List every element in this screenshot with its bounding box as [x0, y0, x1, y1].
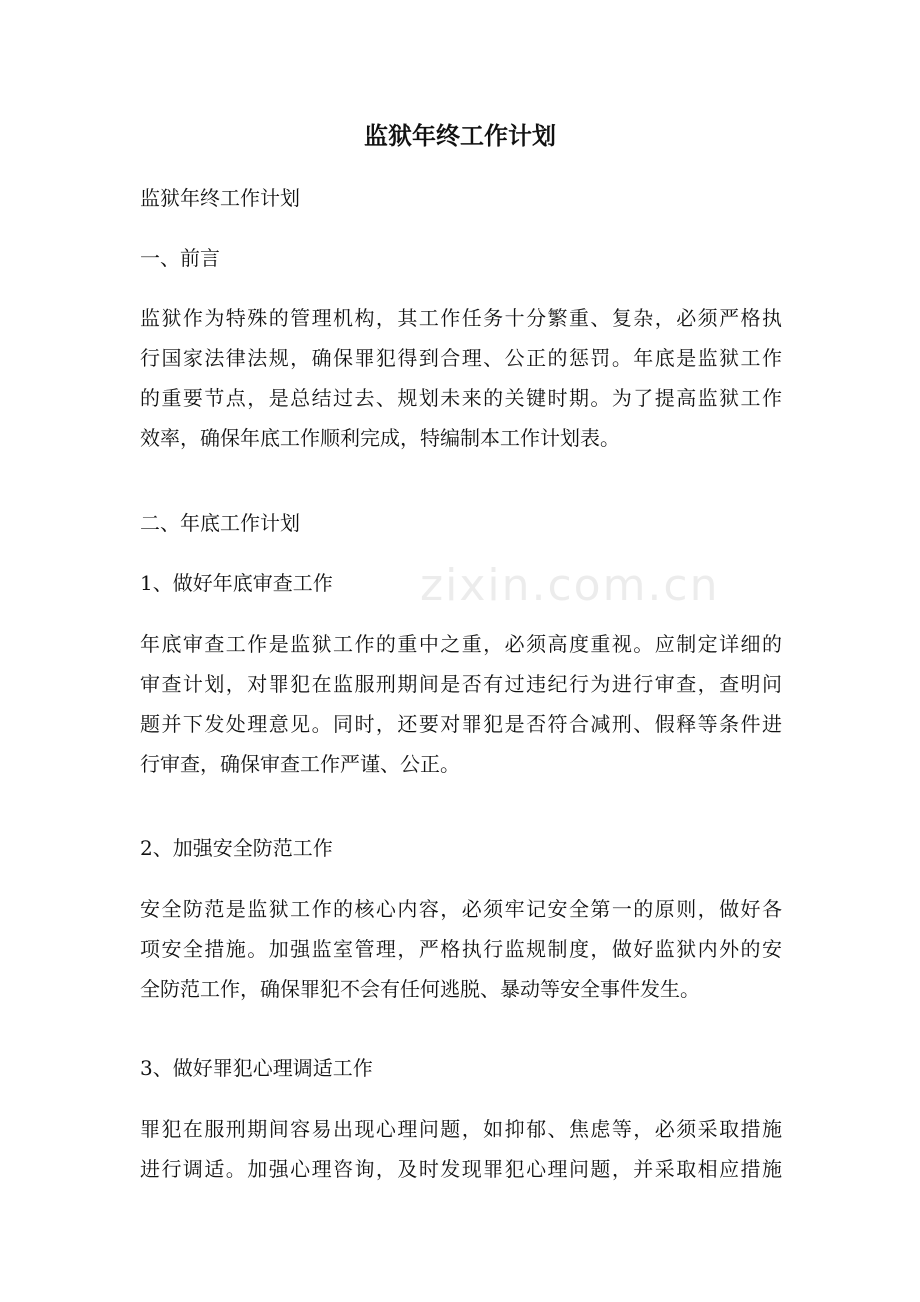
- paragraph-preface: [140, 298, 782, 458]
- paragraph-line: 全防范工作，确保罪犯不会有任何逃脱、暴动等安全事件发生。: [140, 977, 700, 1001]
- item-heading-psychology: 3、做好罪犯心理调适工作: [140, 1056, 373, 1080]
- paragraph-security: [140, 889, 782, 1009]
- paragraph-line: 题并下发处理意见。同时，还要对罪犯是否符合减刑、假释等条件进: [140, 712, 782, 736]
- section-heading-preface: 一、前言: [140, 246, 220, 270]
- paragraph-line: 进行调适。加强心理咨询，及时发现罪犯心理问题，并采取相应措施: [140, 1157, 782, 1181]
- item-heading-review: 1、做好年底审查工作: [140, 571, 333, 595]
- watermark: zixin.com.cn: [420, 560, 720, 611]
- paragraph-line: 监狱作为特殊的管理机构，其工作任务十分繁重、复杂，必须严格执: [140, 306, 782, 330]
- paragraph-review: [140, 624, 782, 784]
- section-heading-plan: 二、年底工作计划: [140, 511, 300, 535]
- paragraph-line: 行审查，确保审查工作严谨、公正。: [140, 752, 460, 776]
- paragraph-line: 罪犯在服刑期间容易出现心理问题，如抑郁、焦虑等，必须采取措施: [140, 1117, 782, 1141]
- paragraph-line: 的重要节点，是总结过去、规划未来的关键时期。为了提高监狱工作: [140, 386, 782, 410]
- paragraph-line: 项安全措施。加强监室管理，严格执行监规制度，做好监狱内外的安: [140, 937, 782, 961]
- paragraph-psychology: [140, 1109, 782, 1189]
- document-title: 监狱年终工作计划: [364, 121, 556, 150]
- paragraph-line: 审查计划，对罪犯在监服刑期间是否有过违纪行为进行审查，查明问: [140, 672, 782, 696]
- paragraph-line: 行国家法律法规，确保罪犯得到合理、公正的惩罚。年底是监狱工作: [140, 346, 782, 370]
- item-heading-security: 2、加强安全防范工作: [140, 836, 333, 860]
- paragraph-line: 安全防范是监狱工作的核心内容，必须牢记安全第一的原则，做好各: [140, 897, 782, 921]
- paragraph-line: 年底审查工作是监狱工作的重中之重，必须高度重视。应制定详细的: [140, 632, 782, 656]
- paragraph-line: 效率，确保年底工作顺利完成，特编制本工作计划表。: [140, 426, 620, 450]
- document-subtitle: 监狱年终工作计划: [140, 186, 300, 210]
